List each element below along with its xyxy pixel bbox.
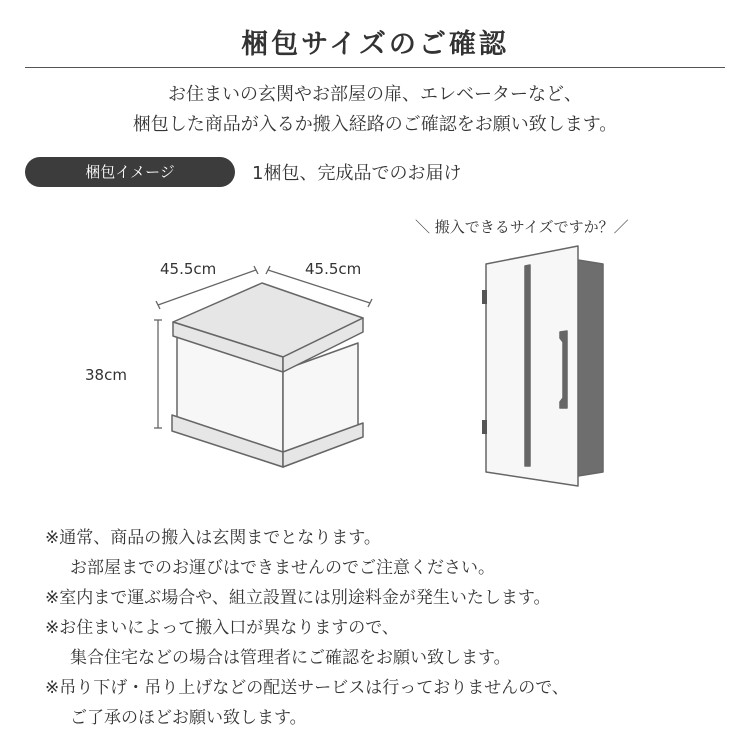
note-line: ※お住まいによって搬入口が異なりますので、 [45, 618, 399, 638]
package-image-badge: 梱包イメージ [25, 157, 235, 187]
intro-line-1: お住まいの玄関やお部屋の扉、エレベーターなど、 [168, 84, 582, 105]
intro-text [0, 80, 750, 140]
box-width-label: 45.5cm [160, 260, 217, 278]
intro-line-2: 梱包した商品が入るか搬入経路のご確認をお願い致します。 [132, 114, 618, 135]
note-line: 集合住宅などの場合は管理者にご確認をお願い致します。 [70, 648, 511, 668]
note-line: ※通常、商品の搬入は玄関までとなります。 [45, 528, 381, 548]
note-line: お部屋までのお運びはできませんのでご注意ください。 [70, 558, 495, 578]
page-title: 梱包サイズのご確認 [241, 29, 509, 60]
title-divider [25, 67, 725, 68]
note-line: ご了承のほどお願い致します。 [70, 708, 307, 728]
note-line: ※室内まで運ぶ場合や、組立設置には別途料金が発生いたします。 [45, 588, 551, 608]
door-illustration [470, 238, 610, 488]
package-description: 1梱包、完成品でのお届け [252, 163, 462, 184]
box-depth-label: 45.5cm [305, 260, 362, 278]
door-caption: ＼ 搬入できるサイズですか？／ [415, 218, 629, 236]
notes-list [45, 523, 569, 733]
package-box-illustration [70, 245, 380, 485]
note-line: ※吊り下げ・吊り上げなどの配送サービスは行っておりませんので、 [45, 678, 569, 698]
box-height-label: 38cm [85, 366, 127, 384]
